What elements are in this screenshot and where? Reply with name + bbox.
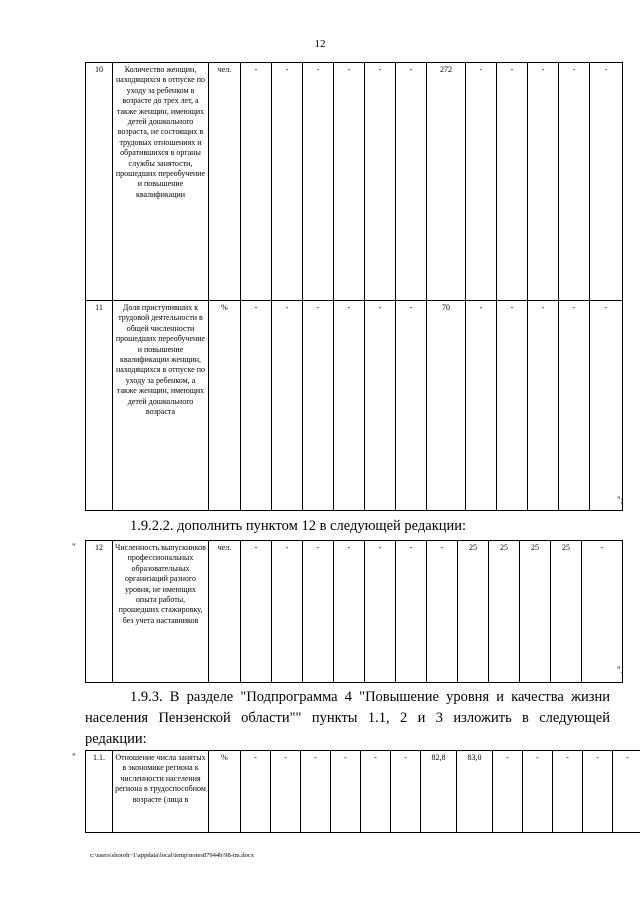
row-number: 10 [86, 63, 113, 301]
opening-quote: " [72, 542, 76, 552]
value-cell: - [271, 751, 301, 833]
value-cell: - [365, 541, 396, 683]
unit-cell: % [209, 751, 241, 833]
value-cell: - [582, 541, 623, 683]
unit-cell: чел. [209, 63, 241, 301]
value-cell: - [365, 63, 396, 301]
closing-quote: "; [617, 495, 624, 505]
value-cell: - [497, 63, 528, 301]
value-cell: - [613, 751, 640, 833]
unit-cell: % [209, 301, 241, 511]
value-cell: - [241, 541, 272, 683]
value-cell: - [301, 751, 331, 833]
section-paragraph-line: редакции: [85, 731, 147, 747]
value-cell: - [241, 751, 271, 833]
value-cell: 83,0 [457, 751, 493, 833]
value-cell: - [272, 63, 303, 301]
section-paragraph-line: 1.9.3. В разделе "Подпрограмма 4 "Повышение уровня и качества жизни [130, 689, 610, 705]
value-cell: - [553, 751, 583, 833]
indicators-table-2 [85, 540, 623, 683]
value-cell: - [528, 63, 559, 301]
opening-quote: " [72, 752, 76, 762]
value-cell: - [365, 301, 396, 511]
value-cell: - [583, 751, 613, 833]
table-row [86, 63, 623, 301]
value-cell: - [559, 63, 590, 301]
value-cell: 25 [458, 541, 489, 683]
section-paragraph-line: населения Пензенской области"" пункты 1.1, 2 и 3 изложить в следующей [85, 710, 610, 726]
value-cell: - [334, 301, 365, 511]
indicators-table-3 [85, 750, 640, 833]
value-cell: - [590, 63, 623, 301]
value-cell: 25 [551, 541, 582, 683]
value-cell: 25 [520, 541, 551, 683]
value-cell: - [466, 63, 497, 301]
value-cell: - [466, 301, 497, 511]
value-cell: - [334, 541, 365, 683]
table-row [86, 541, 623, 683]
value-cell: - [528, 301, 559, 511]
row-number: 11 [86, 301, 113, 511]
value-cell: - [590, 301, 623, 511]
value-cell: - [497, 301, 528, 511]
value-cell: - [361, 751, 391, 833]
value-cell: - [396, 301, 427, 511]
value-cell: - [559, 301, 590, 511]
value-cell: 272 [427, 63, 466, 301]
value-cell: - [272, 301, 303, 511]
value-cell: 82,8 [421, 751, 457, 833]
table-row [86, 301, 623, 511]
unit-cell: чел. [209, 541, 241, 683]
page-number: 12 [314, 38, 326, 50]
indicator-description: Численность выпускников профессиональных образовательных организаций разного уровня, не имеющих опыта работы, прошедших стажировку, без учета наставников [113, 541, 209, 683]
value-cell: - [396, 541, 427, 683]
value-cell: - [334, 63, 365, 301]
value-cell: - [427, 541, 458, 683]
value-cell: - [391, 751, 421, 833]
footer-file-path: c:\users\shoroh~1\appdata\local\temp\notes87944b\98-im.docx [90, 852, 254, 859]
indicator-description: Количество женщин, находящихся в отпуске по уходу за ребенком в возрасте до трех лет, а также женщин, имеющих детей дошкольного возраста, не состоящих в трудовых отношениях и обратившихся в органы службы занятости, прошедших переобучение и повышение квалификации [113, 63, 209, 301]
table-row [86, 751, 640, 833]
amendment-paragraph: 1.9.2.2. дополнить пунктом 12 в следующей редакции: [130, 518, 467, 534]
indicator-description: Отношение числа занятых в экономике региона к численности населения региона в трудоспособном возрасте (лица в [113, 751, 209, 833]
row-number: 12 [86, 541, 113, 683]
indicator-description: Доля приступивших к трудовой деятельности в общей численности прошедших переобучение и повышение квалификации женщин, находящихся в отпуске по уходу за ребенком, а также женщин, имеющих детей дошкольного возраста [113, 301, 209, 511]
value-cell: 25 [489, 541, 520, 683]
value-cell: - [241, 301, 272, 511]
value-cell: - [303, 541, 334, 683]
value-cell: - [303, 301, 334, 511]
value-cell: - [523, 751, 553, 833]
value-cell: - [241, 63, 272, 301]
value-cell: - [396, 63, 427, 301]
value-cell: - [272, 541, 303, 683]
indicators-table-1 [85, 62, 623, 511]
value-cell: - [303, 63, 334, 301]
value-cell: 70 [427, 301, 466, 511]
value-cell: - [493, 751, 523, 833]
closing-quote: ". [617, 665, 623, 675]
value-cell: - [331, 751, 361, 833]
row-number: 1.1. [86, 751, 113, 833]
